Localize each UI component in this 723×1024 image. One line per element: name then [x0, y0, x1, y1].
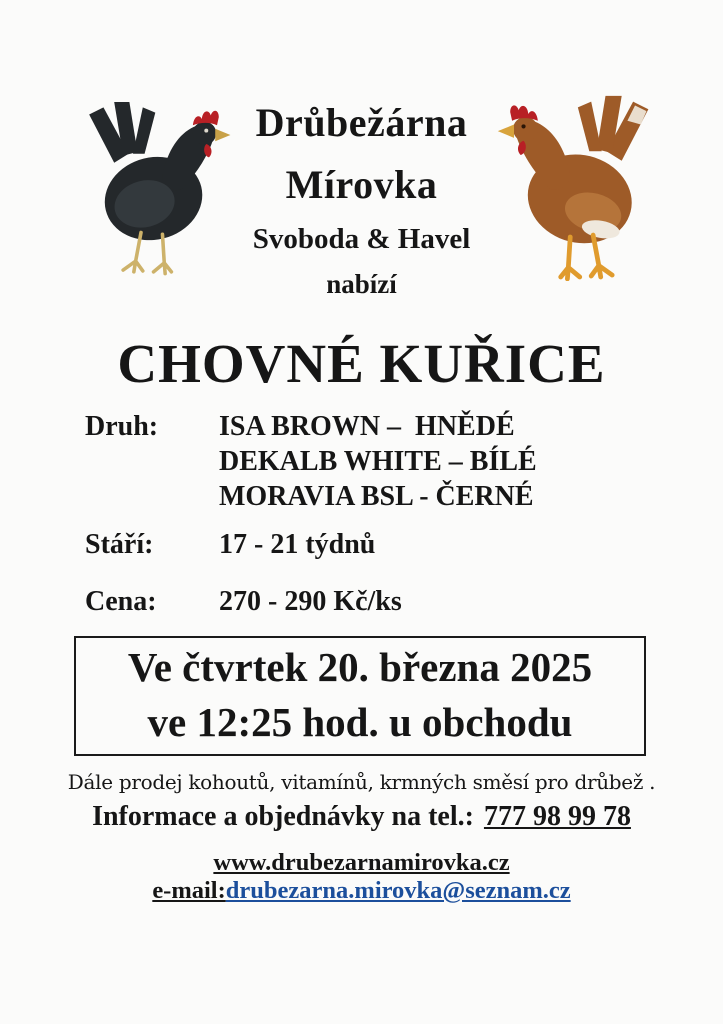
contact-prefix: Informace a objednávky na tel.:	[92, 801, 474, 832]
event-date-line: Ve čtvrtek 20. března 2025	[127, 644, 593, 690]
age-value: 17 - 21 týdnů	[219, 529, 376, 560]
event-time-line: ve 12:25 hod. u obchodu	[147, 699, 573, 745]
email-row	[0, 877, 723, 905]
offers-line: nabízí	[326, 269, 397, 299]
farm-name-line1: Drůbežárna	[255, 100, 468, 145]
phone-number: 777 98 99 78	[483, 801, 631, 832]
age-label: Stáří:	[85, 529, 154, 560]
breed-item-3: MORAVIA BSL - ČERNÉ	[219, 481, 534, 512]
farm-name-line2: Mírovka	[285, 162, 438, 207]
breed-item-2: DEKALB WHITE – BÍLÉ	[219, 446, 537, 477]
event-box	[74, 636, 646, 756]
email-label: e-mail:	[152, 877, 226, 904]
owners-line: Svoboda & Havel	[252, 223, 471, 255]
price-label: Cena:	[85, 586, 157, 617]
website-link[interactable]: www.drubezarnamirovka.cz	[213, 849, 510, 876]
breed-item-1: ISA BROWN – HNĚDÉ	[219, 411, 515, 442]
breed-label: Druh:	[85, 411, 159, 442]
poster-headline: CHOVNÉ KUŘICE	[117, 333, 606, 394]
website-row	[0, 849, 723, 877]
contact-line	[0, 800, 723, 833]
price-value: 270 - 290 Kč/ks	[219, 586, 402, 617]
extra-info-line: Dále prodej kohoutů, vitamínů, krmných směsí pro drůbež .	[67, 770, 656, 794]
email-link[interactable]: drubezarna.mirovka@seznam.cz	[225, 877, 571, 904]
